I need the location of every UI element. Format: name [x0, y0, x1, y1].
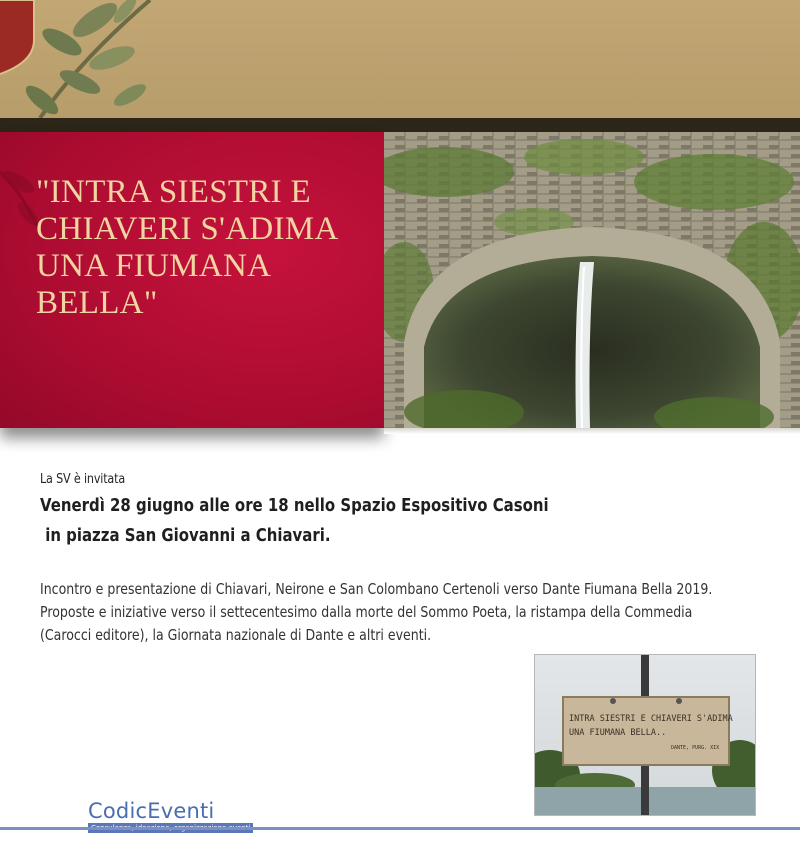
- title-panel: [0, 132, 384, 428]
- quote-title: "INTRA SIESTRI E CHIAVERI S'ADIMA UNA FIUMANA BELLA": [36, 174, 337, 321]
- event-location-line: in piazza San Giovanni a Chiavari.: [40, 525, 331, 546]
- description-line: Incontro e presentazione di Chiavari, Neirone e San Colombano Certenoli verso Dante Fiumana Bella 2019.: [40, 580, 713, 598]
- logo-name: CodicEventi: [88, 799, 215, 823]
- event-description: [40, 578, 753, 647]
- stone-arch-photo: [384, 132, 800, 428]
- sign-text-line: UNA FIUMANA BELLA..: [569, 728, 667, 738]
- sign-attribution: DANTE, PURG. XIX: [671, 745, 720, 751]
- photo-shadow: [384, 428, 800, 434]
- dante-sign-photo: [534, 654, 756, 816]
- header-band: [0, 0, 800, 118]
- footer-divider: [0, 827, 800, 830]
- dark-divider-stripe: [0, 118, 800, 132]
- event-date-line: Venerdì 28 giugno alle ore 18 nello Spazio Espositivo Casoni: [40, 495, 549, 516]
- leaf-decoration: [0, 0, 800, 118]
- sign-text-line: INTRA SIESTRI E CHIAVERI S'ADIMA: [569, 714, 733, 724]
- description-line: Proposte e iniziative verso il settecentesimo dalla morte del Sommo Poeta, la ristampa della Commedia: [40, 603, 693, 621]
- description-line: (Carocci editore), la Giornata nazionale di Dante e altri eventi.: [40, 626, 432, 644]
- invitation-intro: La SV è invitata: [40, 472, 126, 487]
